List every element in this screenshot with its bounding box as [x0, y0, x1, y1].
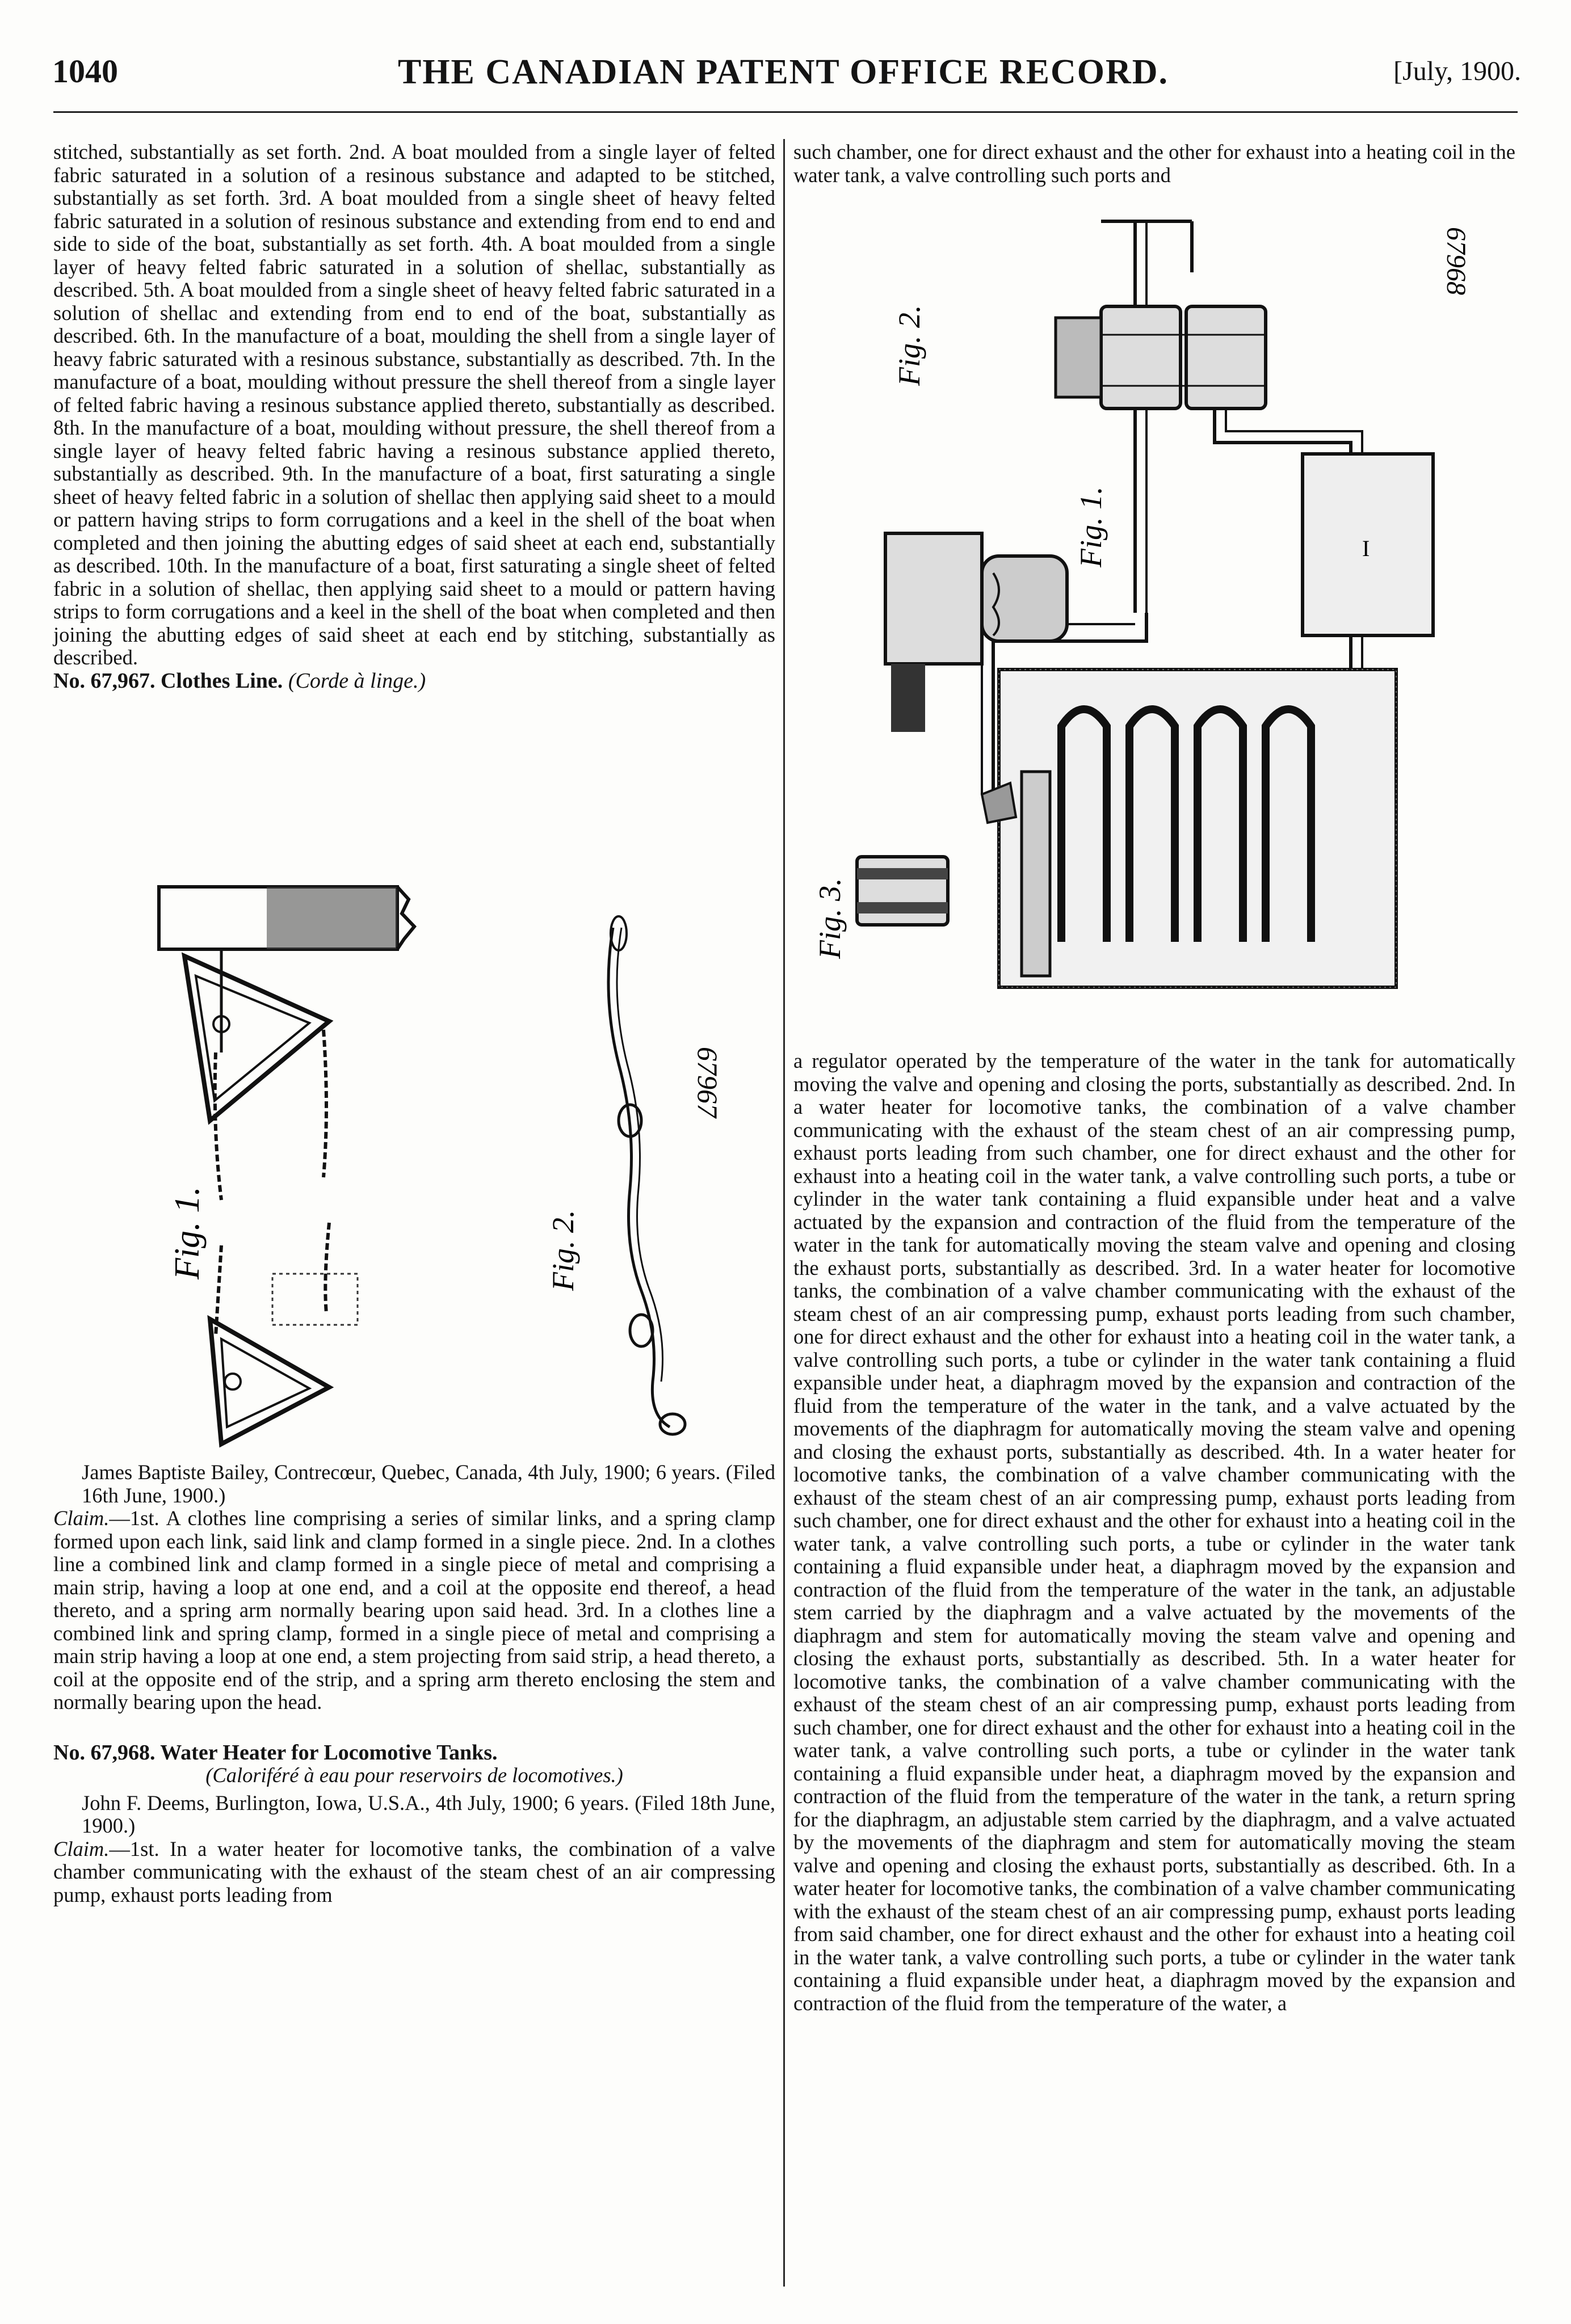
right-column-top: [793, 141, 1515, 187]
fig3-label: Fig. 3.: [813, 878, 847, 959]
water-heater-drawing: [813, 204, 1515, 1027]
column-divider: [783, 139, 785, 2287]
claim-text: —1st. A clothes line comprising a series of similar links, and a spring clamp formed upon each link, said link and clamp formed in a single piece. 2nd. In a clothes line a combined link and clamp formed in a single piece of metal and comprising a main strip, having a loop at one end, and a coil at the opposite end thereof, a head thereto, and a spring arm normally bearing upon said head. 3rd. In a clothes line a combined link and spring clamp, formed in a single piece of metal and comprising a main strip having a loop at one end, a stem projecting from said strip, a head thereto, a coil at the opposite end of the strip, and a spring arm thereto enclosing the stem and normally bearing upon the head.: [53, 1506, 775, 1713]
patent-title: Clothes Line.: [160, 668, 283, 693]
patent-title: Water Heater for Locomotive Tanks.: [160, 1740, 498, 1765]
patent-title-french: (Corde à linge.): [288, 668, 426, 693]
header-rule: [53, 111, 1518, 113]
clothes-line-drawing: [142, 882, 778, 1450]
left-column-top: [53, 141, 775, 692]
fig2-label: Fig. 2.: [546, 1210, 580, 1291]
patent-number: No. 67,968.: [53, 1740, 156, 1765]
patent-67967-heading: [53, 670, 775, 693]
publication-title: THE CANADIAN PATENT OFFICE RECORD.: [397, 53, 1169, 91]
fig1-label: Fig. 1.: [168, 1186, 207, 1279]
right-column-bottom: [793, 1050, 1515, 2015]
claim-label: Claim.: [53, 1837, 110, 1860]
patent-67968-claim: [53, 1838, 775, 1907]
svg-text:I: I: [1362, 536, 1370, 561]
continued-claim-text: such chamber, one for direct exhaust and the other for exhaust into a heating coil in the water tank, a valve controlling such ports and: [793, 140, 1515, 187]
patent-67968-inventor: John F. Deems, Burlington, Iowa, U.S.A., 4th July, 1900; 6 years. (Filed 18th June, 1900.): [82, 1791, 775, 1837]
fig2-label: Fig. 2.: [892, 305, 926, 386]
patent-number-stamp: 67967: [692, 1047, 724, 1118]
claim-label: Claim.: [53, 1506, 110, 1530]
page-header: [45, 47, 1521, 109]
patent-67968-heading: [53, 1741, 775, 1765]
page-number: 1040: [52, 53, 118, 90]
claim-text: —1st. In a water heater for locomotive tanks, the combination of a valve chamber communicating with the exhaust of the steam chest of an air compressing pump, exhaust ports leading from: [53, 1837, 775, 1906]
fig1-label: Fig. 1.: [1074, 486, 1108, 567]
claims-text: a regulator operated by the temperature of the water in the tank for automatically moving the valve and opening and closing the ports, substantially as described. 2nd. In a water heater for locomotive tanks, the combination of a valve chamber communicating with the exhaust of the steam chest of an air compressing pump, exhaust ports leading from such chamber, one for direct exhaust and the other for exhaust into a heating coil in the water tank, a valve controlling such ports, a tube or cylinder in the water tank containing a fluid expansible under heat and a valve actuated by the expansion and contraction of the fluid from the temperature of the water in the tank for automatically moving the steam valve and opening and closing the exhaust ports, substantially as described. 3rd. In a water heater for locomotive tanks, the combination of a valve chamber communicating with the exhaust of the steam chest of an air compressing pump, exhaust ports leading from such chamber, one for direct exhaust and the other for exhaust into a heating coil in the water tank, a valve controlling such ports, a tube or cylinder in the water tank containing a fluid expansible under heat, a diaphragm moved by the expansion and contraction of the fluid from the temperature of the water in the tank, and a valve actuated by the movements of the diaphragm for automatically moving the steam valve and opening and closing the exhaust ports, substantially as described. 4th. In a water heater for locomotive tanks, the combination of a valve chamber communicating with the exhaust of the steam chest of an air compressing pump, exhaust ports leading from such chamber, one for direct exhaust and the other for exhaust into a heating coil in the water tank, a valve controlling such ports, a tube or cylinder in the water tank containing a fluid expansible under heat, a diaphragm moved by the expansion and contraction of the fluid from the temperature of the water in the tank, an adjustable stem carried by the diaphragm and a valve actuated by the movements of the diaphragm and stem for automatically moving the steam valve and opening and closing the exhaust ports, substantially as described. 5th. In a water heater for locomotive tanks, the combination of a valve chamber communicating with the exhaust of the steam chest of an air compressing pump, exhaust ports leading from such chamber, one for direct exhaust and the other for exhaust into a heating coil in the water tank, a valve controlling such ports, a tube or cylinder in the water tank containing a fluid expansible under heat, a diaphragm moved by the expansion and contraction of the fluid from the temperature of the water in the tank, a return spring for the diaphragm, an adjustable stem carried by the diaphragm, and a valve actuated by the movements of the diaphragm and stem for automatically moving the steam valve and opening and closing the exhaust ports, substantially as described. 6th. In a water heater for locomotive tanks, the combination of a valve chamber communicating with the exhaust of the steam chest of an air compressing pump, exhaust ports leading from said chamber, one for direct exhaust and the other for exhaust into a heating coil in the water tank, a valve controlling such ports, a tube or cylinder in the water tank containing a fluid expansible under heat, a diaphragm moved by the expansion and contraction of the fluid from the temperature of the water, a: [793, 1049, 1515, 2015]
patent-number-stamp: 67968: [1441, 227, 1471, 295]
patent-67967-claim: [53, 1507, 775, 1714]
patent-67967-inventor: James Baptiste Bailey, Contrecœur, Quebec, Canada, 4th July, 1900; 6 years. (Filed 16th June, 1900.): [82, 1460, 775, 1507]
issue-date: [July, 1900.: [1393, 56, 1521, 86]
patent-number: No. 67,967.: [53, 668, 156, 693]
left-column-bottom: [53, 1461, 775, 1906]
patent-67968-french-title: (Caloriféré à eau pour reservoirs de locomotives.): [205, 1763, 623, 1787]
continued-claims-text: stitched, substantially as set forth. 2nd. A boat moulded from a single layer of felted fabric saturated in a solution of a resinous substance and adapted to be stitched, substantially as set forth. 3rd. A boat moulded from a single sheet of heavy felted fabric saturated in a solution of resinous substance and extending from end to end and side to side of the boat, substantially as set forth. 4th. A boat moulded from a single layer of heavy felted fabric saturated in a solution of shellac, substantially as described. 5th. A boat moulded from a single sheet of heavy felted fabric saturated in a solution of shellac and extending from end to end of the boat, substantially as described. 6th. In the manufacture of a boat, moulding the shell from a single layer of heavy fabric saturated with a resinous substance, substantially as described. 7th. In the manufacture of a boat, moulding without pressure the shell thereof from a single layer of felted fabric having a resinous substance applied thereto, substantially as described. 8th. In the manufacture of a boat, moulding without pressure, the shell thereof from a single layer of heavy felted fabric having a resinous substance applied thereto, substantially as described. 9th. In the manufacture of a boat, first saturating a single sheet of heavy felted fabric in a solution of shellac then applying said sheet to a mould or pattern having strips to form corrugations and a keel in the shell of the boat when completed and then joining the abutting edges of said sheet at each end, substantially as described. 10th. In the manufacture of a boat, first saturating a single sheet of felted fabric in a solution of shellac, then applying said sheet to a mould or pattern having strips to form corrugations and a keel in the shell of the boat when completed and then joining the abutting edges of said sheet at each end by stitching, substantially as described.: [53, 140, 775, 669]
